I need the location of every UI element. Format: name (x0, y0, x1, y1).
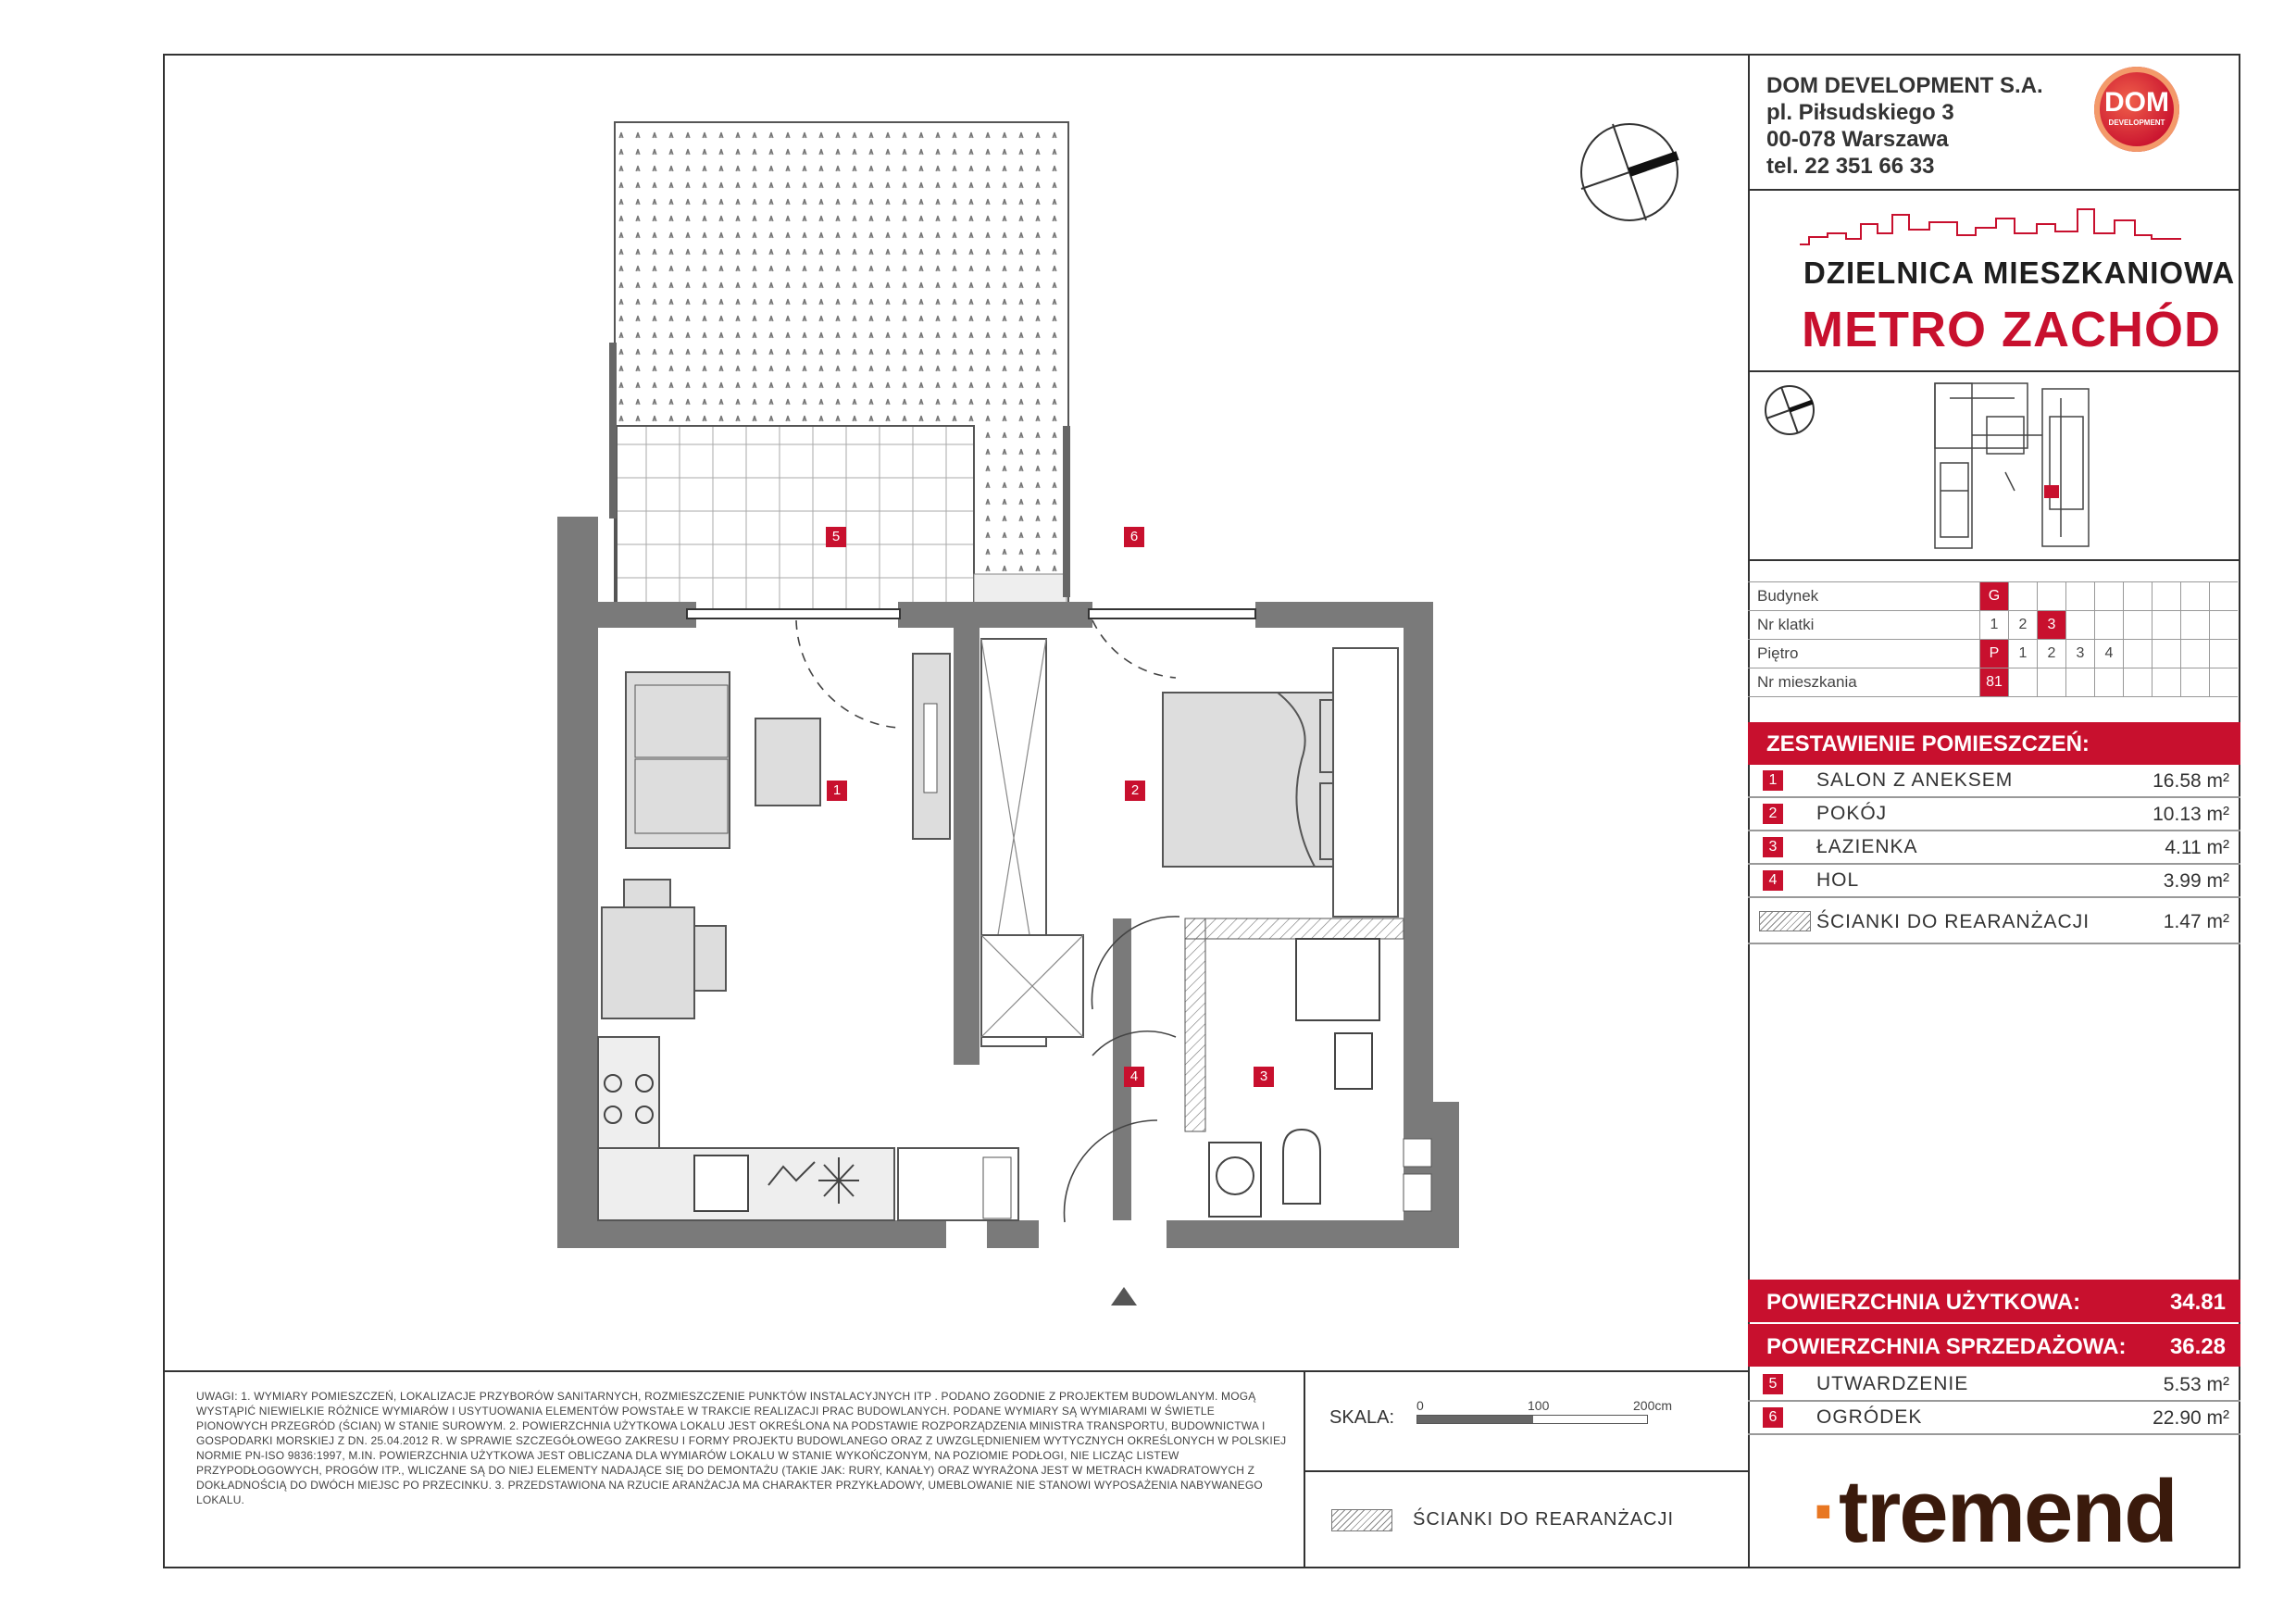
sale-area-bar (1748, 1324, 2240, 1367)
company-address (1766, 72, 2043, 180)
company-name: DOM DEVELOPMENT S.A. (1766, 73, 2043, 98)
plan-tag-terrace-5: 5 (826, 527, 846, 547)
outdoor-name: UTWARDZENIE (1816, 1373, 1969, 1394)
room-row (1748, 831, 2240, 865)
pietro-2: 2 (2038, 640, 2066, 668)
pietro-p-selected: P (1980, 640, 2009, 668)
pietro-1: 1 (2009, 640, 2038, 668)
plan-tag-room-1: 1 (827, 781, 847, 801)
plan-tag-garden-6: 6 (1124, 527, 1144, 547)
scale-tick-200: 200cm (1633, 1398, 1673, 1413)
table-row (1748, 611, 2238, 640)
room-name: HOL (1816, 869, 1860, 891)
budynek-label: Budynek (1748, 582, 1980, 611)
room-area: 10.13 m² (2152, 804, 2229, 825)
shower-icon (1296, 939, 1379, 1020)
brand-divider (1748, 370, 2240, 372)
room-number: 3 (1763, 837, 1783, 857)
outdoor-number: 6 (1763, 1407, 1783, 1428)
terrace-area (617, 426, 974, 611)
sale-area-label: POWIERZCHNIA SPRZEDAŻOWA: (1766, 1334, 2127, 1359)
pietro-4: 4 (2095, 640, 2124, 668)
entrance-arrow-icon (1111, 1287, 1137, 1305)
sale-area-value: 36.28 (2169, 1334, 2226, 1359)
fridge-icon (818, 1157, 859, 1204)
outdoor-number: 5 (1763, 1374, 1783, 1394)
notes-divider (163, 1370, 1748, 1372)
floor-plan (546, 111, 1472, 1315)
scale-label: SKALA: (1329, 1407, 1395, 1428)
toilet-icon (1283, 1130, 1320, 1204)
washbasin-icon (1335, 1033, 1372, 1089)
mieszkanie-label: Nr mieszkania (1748, 668, 1980, 697)
klatka-1: 1 (1980, 611, 2009, 640)
scale-tick-100: 100 (1528, 1398, 1550, 1413)
room-name: ŁAZIENKA (1816, 836, 1918, 857)
room-number: 1 (1763, 770, 1783, 791)
legend-hatch-icon (1331, 1509, 1392, 1531)
header-divider (1748, 189, 2240, 191)
plan-tag-room-3: 3 (1254, 1067, 1274, 1087)
bedside-cabinet (1333, 648, 1398, 917)
room-area: 3.99 m² (2163, 870, 2229, 892)
room-name: POKÓJ (1816, 803, 1888, 824)
room-name: SALON Z ANEKSEM (1816, 769, 2014, 791)
rooms-header (1748, 722, 2240, 765)
ventilation-shaft (1404, 1139, 1431, 1167)
hatch-swatch-icon (1759, 911, 1811, 931)
logo-text-dom: DOM (2104, 87, 2169, 118)
outdoor-row (1748, 1402, 2240, 1435)
partitions-name: ŚCIANKI DO REARANŻACJI (1816, 911, 2090, 932)
project-line1: DZIELNICA MIESZKANIOWA (1803, 256, 2236, 290)
partition-wall (1185, 918, 1404, 939)
garden-fence-left (609, 343, 617, 518)
sink-icon (694, 1156, 748, 1211)
apartment-info-table (1748, 581, 2238, 697)
dom-development-logo (2094, 67, 2179, 152)
scale-bar (1416, 1415, 1648, 1424)
dining-chair (624, 880, 670, 911)
table-row (1748, 640, 2238, 668)
company-phone: tel. 22 351 66 33 (1766, 154, 1935, 179)
project-line2: METRO ZACHÓD (1802, 302, 2221, 357)
rooms-header-text: ZESTAWIENIE POMIESZCZEŃ: (1766, 731, 2090, 756)
klatka-2: 2 (2009, 611, 2038, 640)
legend-partitions-label: ŚCIANKI DO REARANŻACJI (1413, 1509, 1675, 1530)
keyplan-site-map (1931, 380, 2094, 556)
partitions-row (1748, 898, 2240, 944)
outdoor-name: OGRÓDEK (1816, 1406, 1923, 1428)
ventilation-shaft (1404, 1174, 1431, 1211)
partitions-area: 1.47 m² (2163, 911, 2229, 932)
room-row (1748, 765, 2240, 798)
room-number: 4 (1763, 870, 1783, 891)
scale-bar-fill (1417, 1416, 1533, 1423)
garden-fence-right (1063, 426, 1070, 597)
scale-divider (1304, 1370, 1305, 1568)
klatka-label: Nr klatki (1748, 611, 1980, 640)
tremend-logo: ·tremend (1811, 1462, 2177, 1561)
keyplan-compass-icon (1763, 383, 1816, 437)
company-street: pl. Piłsudskiego 3 (1766, 100, 1954, 125)
usable-area-bar (1748, 1280, 2240, 1322)
keyplan-divider (1748, 559, 2240, 561)
company-city: 00-078 Warszawa (1766, 127, 1949, 152)
outdoor-area: 5.53 m² (2163, 1374, 2229, 1395)
room-area: 4.11 m² (2165, 837, 2229, 858)
usable-area-label: POWIERZCHNIA UŻYTKOWA: (1766, 1290, 2081, 1315)
mieszkanie-value: 81 (1980, 668, 2009, 697)
table-row (1748, 582, 2238, 611)
usable-area-value: 34.81 (2169, 1290, 2226, 1315)
pietro-3: 3 (2066, 640, 2095, 668)
plan-tag-room-4: 4 (1124, 1067, 1144, 1087)
partition-wall (1185, 918, 1205, 1131)
room-row (1748, 865, 2240, 898)
dining-chair (694, 926, 726, 991)
scale-tick-0: 0 (1416, 1398, 1424, 1413)
notes-text: UWAGI: 1. WYMIARY POMIESZCZEŃ, LOKALIZACJE PRZYBORÓW SANITARNYCH, ROZMIESZCZENIE PUNKTÓW INSTALACYJNYCH ITP . PODANO ZGODNIE Z PROJEKTEM BUDOWLANYM. MOGĄ WYSTĄPIĆ NIEWIELKIE RÓŻNICE WYMIARÓW I USYTUOWANIA ELEMENTÓW POWSTAŁE W TRAKCIE REALIZACJI PRAC BUDOWLANYCH. PODANE WYMIARY SĄ WYMIARAMI W ŚWIETLE PIONOWYCH PRZEGRÓD (ŚCIAN) W STANIE SUROWYM. 2. POWIERZCHNIA UŻYTKOWA LOKALU JEST OKREŚLONA NA PODSTAWIE ROZPORZĄDZENIA MINISTRA TRANSPORTU, BUDOWNICTWA I GOSPODARKI MORSKIEJ Z DN. 25.04.2012 R. W SPRAWIE SZCZEGÓŁOWEGO ZAKRESU I FORMY PROJEKTU BUDOWLANEGO ORAZ Z UWZGLĘDNIENIEM WYTYCZNYCH OKREŚLONYCH W POLSKIEJ NORMIE PN-ISO 9836:1997, M.IN. POWIERZCHNIA UŻYTKOWA JEST OBLICZANA DLA WYMIARÓW LOKALU W STANIE WYKOŃCZONYM, NA POZIOMIE PODŁOGI, NIE LICZĄC LISTEW PRZYPODŁOGOWYCH, PROGÓW ITP., WLICZANE SĄ DO NIEJ ELEMENTY NADAJĄCE SIĘ DO DEMONTAŻU (TAKIE JAK: RURY, KANAŁY) ORAZ WYRAŻONA JEST W METRACH KWADRATOWYCH Z DOKŁADNOŚCIĄ DO DWÓCH MIEJSC PO PRZECINKU. 3. PRZEDSTAWIONA NA RZUCIE ARANŻACJA MA CHARAKTER PRZYKŁADOWY, UMEBLOWANIE NIE STANOWI WYPOSAŻENIA NABYWANEGO LOKALU. (196, 1390, 1287, 1506)
room-row (1748, 798, 2240, 831)
dining-table (602, 907, 694, 1018)
plan-tag-room-2: 2 (1125, 781, 1145, 801)
pietro-label: Piętro (1748, 640, 1980, 668)
outdoor-area: 22.90 m² (2152, 1407, 2229, 1429)
scale-legend-divider (1304, 1470, 1748, 1472)
budynek-value: G (1980, 582, 2009, 611)
table-row (1748, 668, 2238, 697)
room-number: 2 (1763, 804, 1783, 824)
north-compass-icon (1574, 117, 1685, 228)
coffee-table (755, 718, 820, 806)
room-area: 16.58 m² (2152, 770, 2229, 792)
logo-text-development: DEVELOPMENT (2108, 119, 2165, 127)
skyline-icon (1800, 206, 2181, 246)
klatka-3-selected: 3 (2038, 611, 2066, 640)
outdoor-row (1748, 1368, 2240, 1402)
tremend-text: tremend (1838, 1462, 2177, 1561)
